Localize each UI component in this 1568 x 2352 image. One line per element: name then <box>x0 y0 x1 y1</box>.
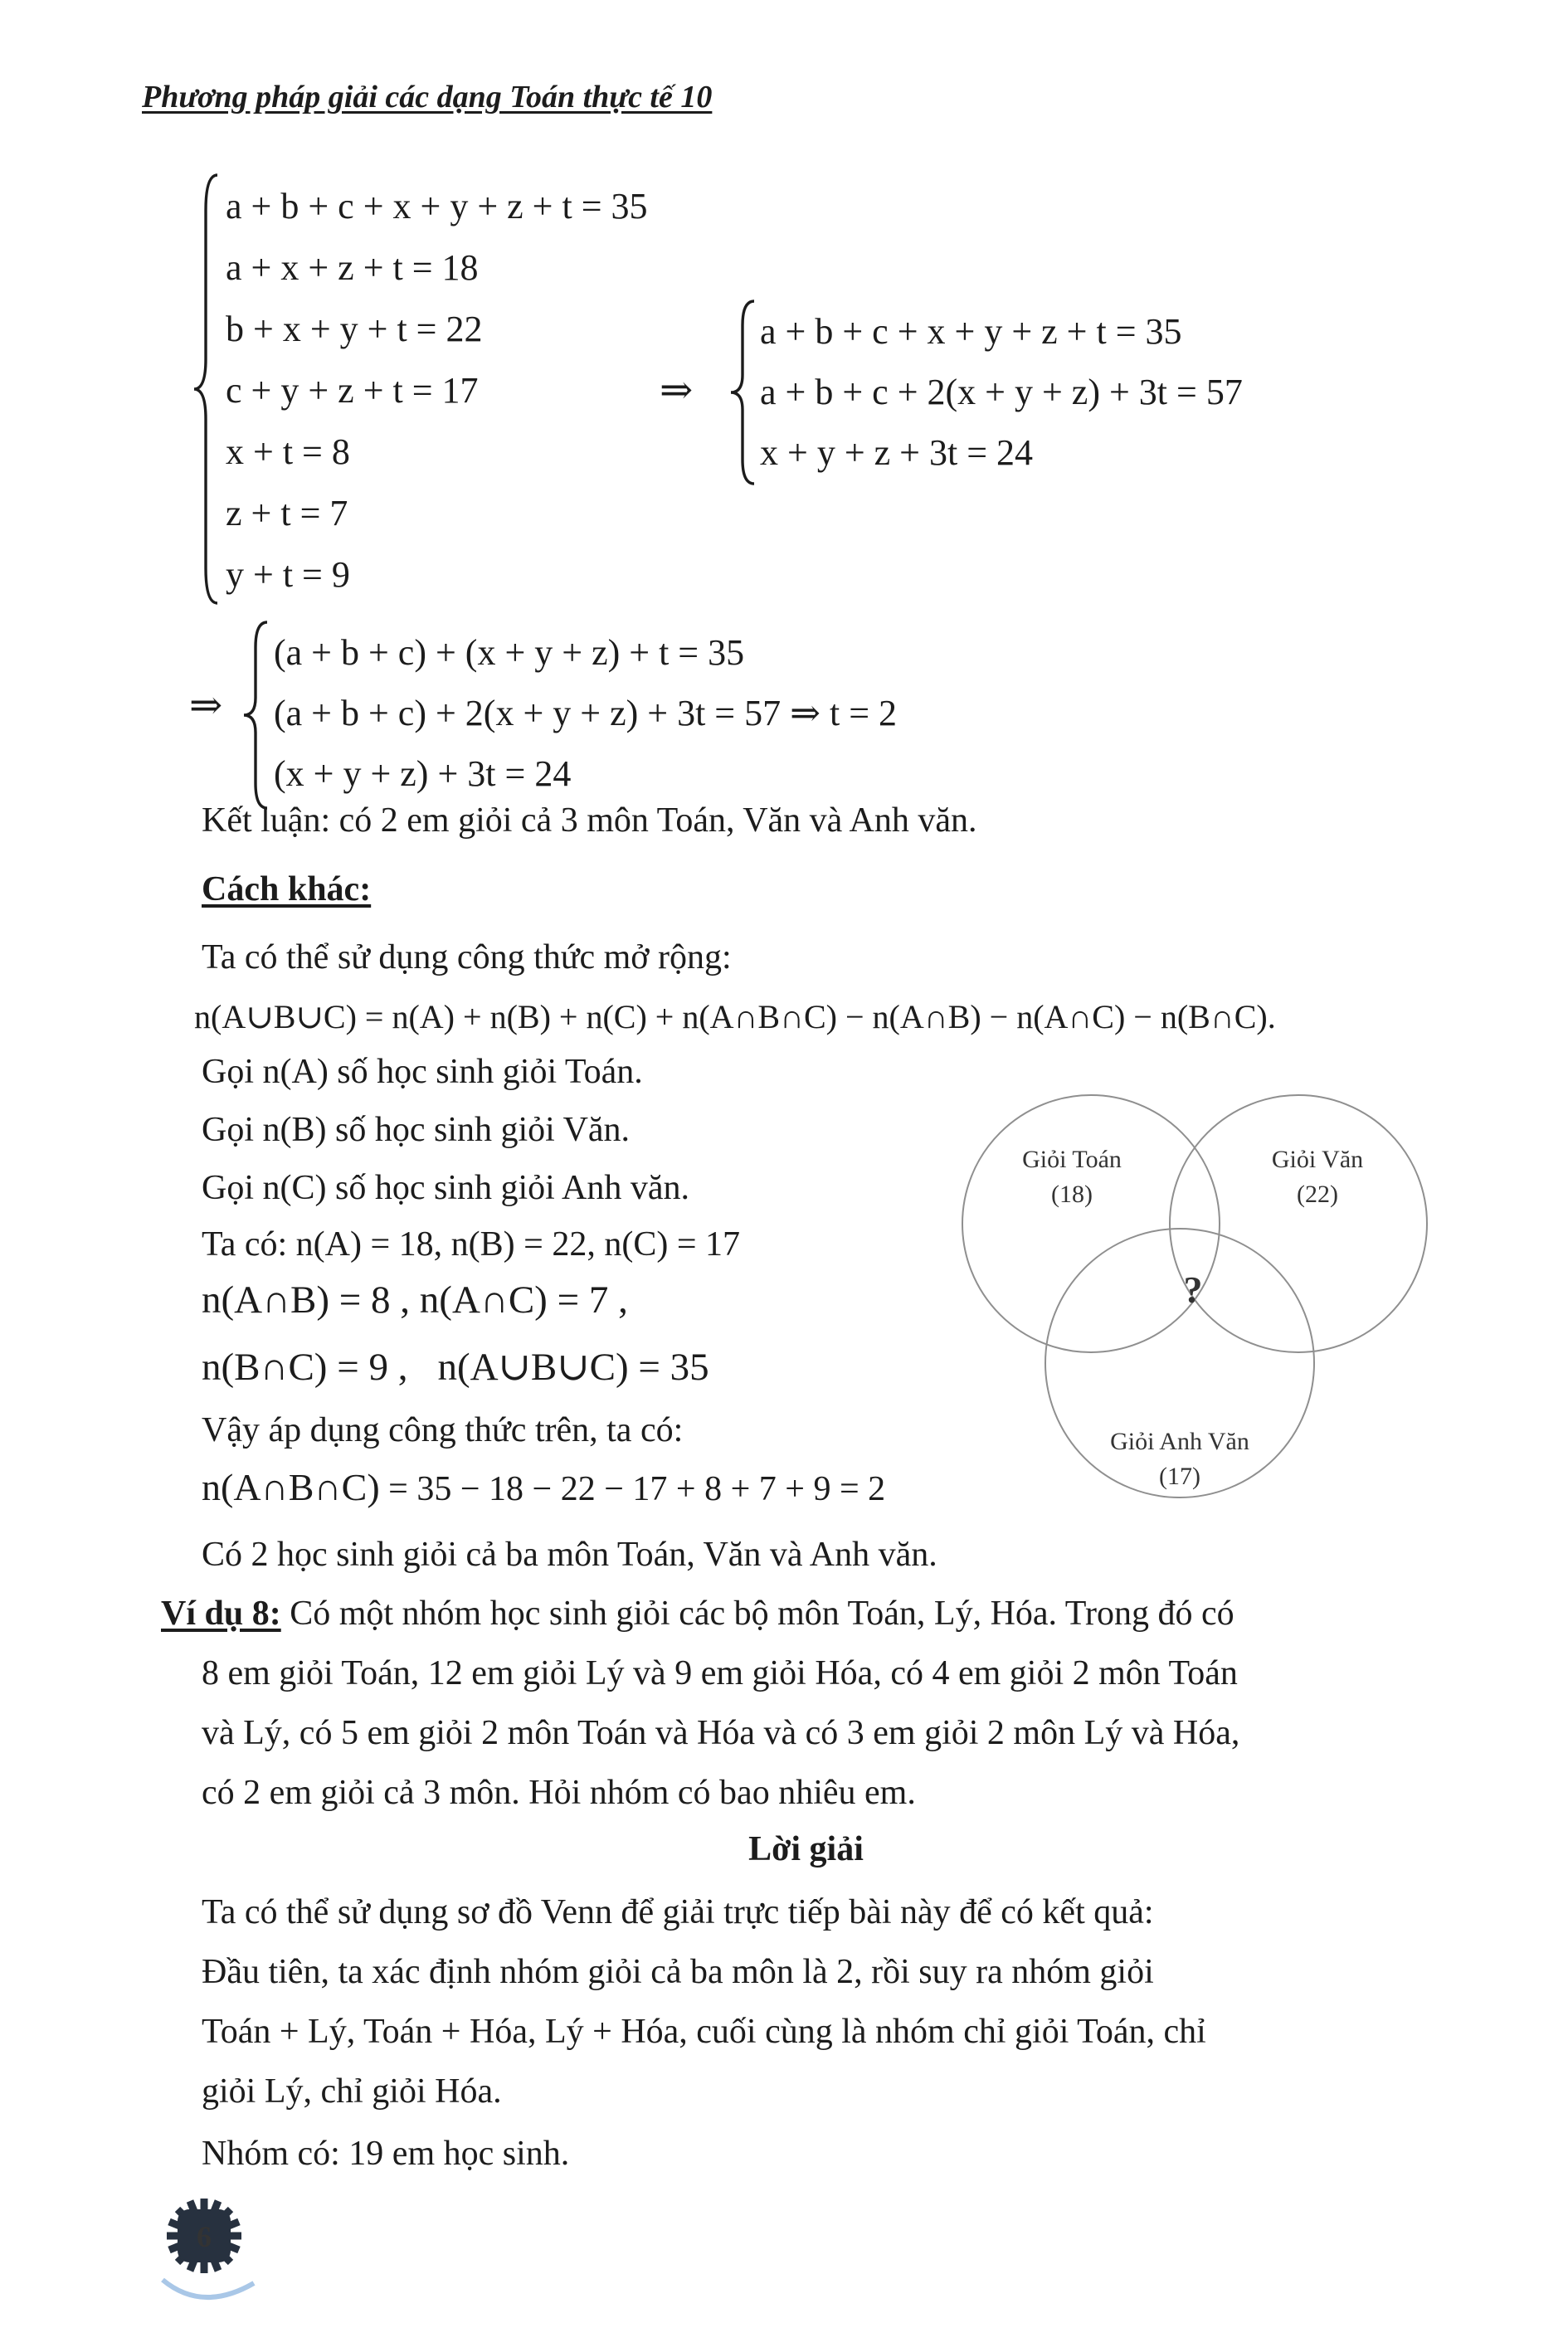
intersection-bc: n(B∩C) = 9 , <box>202 1346 408 1389</box>
example8-line-1 <box>161 1594 1234 1634</box>
page-number: 6 <box>197 2220 212 2253</box>
venn-circle-van <box>1170 1095 1427 1352</box>
venn-label-toan: Giỏi Toán <box>1022 1146 1122 1173</box>
given-values-line: Ta có: n(A) = 18, n(B) = 22, n(C) = 17 <box>202 1225 741 1264</box>
implies-arrow-2: ⇒ <box>189 684 223 728</box>
equation-line: z + t = 7 <box>226 493 348 533</box>
conclusion-line: Kết luận: có 2 em giỏi cả 3 môn Toán, Văn và Anh văn. <box>202 801 977 840</box>
venn-circle-anhvan <box>1045 1229 1314 1497</box>
example8-line1-text: Có một nhóm học sinh giỏi các bộ môn Toán, Lý, Hóa. Trong đó có <box>280 1595 1234 1633</box>
formula-intro-line: Ta có thể sử dụng công thức mở rộng: <box>202 938 732 976</box>
equation-line: a + b + c + 2(x + y + z) + 3t = 57 <box>760 372 1243 412</box>
solution-heading: Lời giải <box>748 1830 864 1868</box>
venn-diagram <box>929 1066 1460 1597</box>
solution8-line-5: Nhóm có: 19 em học sinh. <box>202 2135 570 2173</box>
equation-line: x + y + z + 3t = 24 <box>760 432 1034 473</box>
equation-system-1 <box>226 176 648 606</box>
equation-line: (a + b + c) + 2(x + y + z) + 3t = 57 ⇒ t = 2 <box>274 693 898 733</box>
intersection-values-line-1: n(A∩B) = 8 , n(A∩C) = 7 , <box>202 1278 628 1322</box>
solution8-line-1: Ta có thể sử dụng sơ đồ Venn để giải trực tiếp bài này để có kết quả: <box>202 1893 1154 1931</box>
computation-line <box>202 1465 885 1509</box>
equation-line: a + x + z + t = 18 <box>226 247 479 288</box>
brace-system2 <box>728 299 757 486</box>
equation-line: y + t = 9 <box>226 554 350 595</box>
page-header: Phương pháp giải các dạng Toán thực tế 10 <box>142 80 713 114</box>
example8-label: Ví dụ 8: <box>161 1595 281 1633</box>
computation-tail: = 35 − 18 − 22 − 17 + 8 + 7 + 9 = 2 <box>379 1470 886 1508</box>
venn-label-anhvan: Giỏi Anh Văn <box>1110 1428 1249 1455</box>
final-answer-line: Có 2 học sinh giỏi cả ba môn Toán, Văn và Anh văn. <box>202 1536 937 1574</box>
implies-arrow-1: ⇒ <box>660 368 694 412</box>
union-abc: n(A∪B∪C) = 35 <box>437 1346 709 1389</box>
equation-line: (x + y + z) + 3t = 24 <box>274 753 572 794</box>
equation-line: x + t = 8 <box>226 431 350 472</box>
equation-line: a + b + c + x + y + z + t = 35 <box>760 311 1182 352</box>
define-set-c-line: Gọi n(C) số học sinh giỏi Anh văn. <box>202 1169 689 1207</box>
brace-system1 <box>191 173 221 606</box>
define-set-a-line: Gọi n(A) số học sinh giỏi Toán. <box>202 1053 643 1091</box>
solution8-line-2: Đầu tiên, ta xác định nhóm giỏi cả ba môn là 2, rồi suy ra nhóm giỏi <box>202 1953 1154 1991</box>
example8-line-3: và Lý, có 5 em giỏi 2 môn Toán và Hóa và có 3 em giỏi 2 môn Lý và Hóa, <box>202 1714 1240 1752</box>
venn-value-toan: (18) <box>1051 1181 1093 1208</box>
venn-value-anhvan: (17) <box>1159 1463 1200 1490</box>
define-set-b-line: Gọi n(B) số học sinh giỏi Văn. <box>202 1111 631 1149</box>
intersection-values-line-2 <box>202 1344 709 1390</box>
equation-line: c + y + z + t = 17 <box>226 370 479 411</box>
page-number-badge <box>148 2190 264 2315</box>
computation-head: n(A∩B∩C) <box>202 1466 380 1508</box>
apply-formula-line: Vậy áp dụng công thức trên, ta có: <box>202 1411 684 1449</box>
venn-center-question-mark: ? <box>1183 1269 1203 1311</box>
venn-value-van: (22) <box>1297 1181 1338 1208</box>
equation-system-3 <box>274 622 897 804</box>
alt-method-heading: Cách khác: <box>202 870 372 908</box>
equation-line: a + b + c + x + y + z + t = 35 <box>226 186 648 226</box>
example8-line-4: có 2 em giỏi cả 3 môn. Hỏi nhóm có bao nhiêu em. <box>202 1774 916 1812</box>
solution8-line-3: Toán + Lý, Toán + Hóa, Lý + Hóa, cuối cùng là nhóm chỉ giỏi Toán, chỉ <box>202 2013 1206 2051</box>
venn-label-van: Giỏi Văn <box>1271 1146 1364 1173</box>
equation-line: b + x + y + t = 22 <box>226 309 483 349</box>
inclusion-exclusion-formula: n(A∪B∪C) = n(A) + n(B) + n(C) + n(A∩B∩C) − n(A∩B) − n(A∩C) − n(B∩C). <box>194 998 1276 1035</box>
example8-line-2: 8 em giỏi Toán, 12 em giỏi Lý và 9 em giỏi Hóa, có 4 em giỏi 2 môn Toán <box>202 1654 1238 1692</box>
venn-circle-toan <box>962 1095 1220 1352</box>
solution8-line-4: giỏi Lý, chỉ giỏi Hóa. <box>202 2072 502 2111</box>
equation-line: (a + b + c) + (x + y + z) + t = 35 <box>274 632 745 673</box>
decorative-arc <box>163 2280 254 2297</box>
brace-system3 <box>241 620 270 811</box>
equation-system-2 <box>760 301 1243 483</box>
